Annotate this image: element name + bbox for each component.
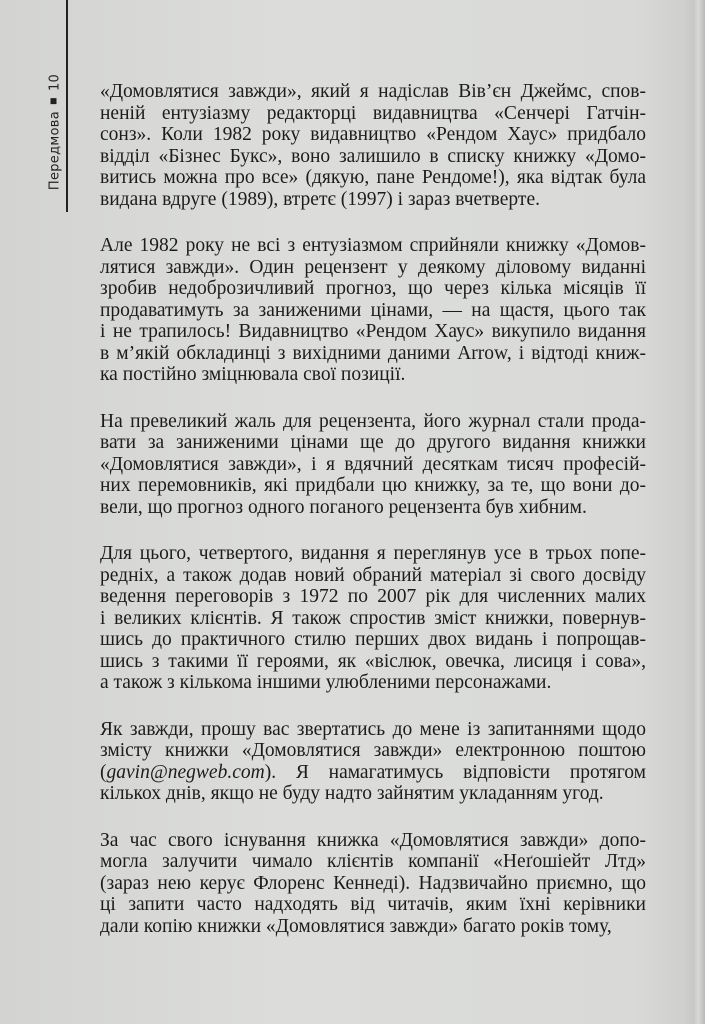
margin-rule [66, 0, 68, 212]
text-line [100, 762, 646, 784]
paragraph [100, 81, 646, 210]
text-fragment: ). Я намагатимусь відповісти протягом [264, 761, 646, 783]
page-number: 10 [47, 73, 63, 92]
text-line: неній ентузіазму редакторці видавництва «Сенчері Гатчін- [100, 102, 646, 124]
body-text [100, 81, 646, 962]
text-line: ведення переговорів з 1972 по 2007 рік для численних малих [100, 586, 646, 607]
text-line: них перемовників, які придбали цю книжку, за те, що вони до- [100, 475, 646, 496]
text-line: Але 1982 року не всі з ентузіазмом сприйняли книжку «Домов- [100, 235, 646, 256]
paren: ( [100, 761, 107, 783]
text-line: і не трапилось! Видавництво «Рендом Хаус» викупило видання [100, 321, 646, 342]
text-line: продаватимуть за заниженими цінами, — на щастя, цього так [100, 299, 646, 321]
text-line: шись з такими її героями, як «віслюк, овечка, лисиця і сова», [100, 650, 646, 672]
text-line: редніх, а також додав новий обраний матеріал зі свого досвіду [100, 564, 646, 586]
separator-square-icon [51, 98, 57, 104]
running-head [48, 74, 63, 190]
text-line: ці запити часто надходять від читачів, яким їхні керівники [100, 894, 646, 915]
text-line: ка постійно зміцнювала свої позиції. [100, 364, 406, 385]
paragraph [100, 830, 646, 938]
text-line: «Домовлятися завжди», і я вдячний десяткам тисяч професій- [100, 453, 646, 475]
email-link[interactable]: gavin@negweb.com [106, 761, 265, 783]
text-line: За час свого існування книжка «Домовлятися завжди» допо- [100, 829, 646, 851]
paragraph [100, 411, 646, 519]
text-line: а також з кількома іншими улюбленими персонажами. [100, 672, 552, 693]
text-line: сонз». Коли 1982 року видавництво «Рендом Хаус» придбало [100, 124, 646, 145]
text-line: Як завжди, прошу вас звертатись до мене із запитаннями щодо [100, 718, 646, 740]
text-line: витись можна про все» (дякую, пане Рендоме!), яка відтак була [100, 167, 646, 188]
text-line: вати за заниженими цінами ще до другого видання книжки [100, 432, 646, 453]
text-line: (зараз нею керує Флоренс Кеннеді). Надзвичайно приємно, що [100, 872, 646, 894]
text-line: кількох днів, якщо не буду надто зайнятим укладанням угод. [100, 783, 604, 804]
text-line: «Домовлятися завжди», який я надіслав Вів’єн Джеймс, спов- [100, 81, 646, 102]
text-line: в м’якій обкладинці з вихідними даними Arrow, і відтоді книж- [100, 342, 646, 364]
paragraph [100, 235, 646, 386]
text-line: змісту книжки «Домовлятися завжди» електронною поштою [100, 740, 646, 761]
section-title: Передмова [47, 111, 63, 191]
text-line: могла залучити чимало клієнтів компанії «Неґошіейт Лтд» [100, 851, 646, 872]
paragraph [100, 543, 646, 694]
text-line: відділ «Бізнес Букс», воно залишило в списку книжку «Домо- [100, 145, 646, 167]
text-line: дали копію книжки «Домовлятися завжди» багато років тому, [100, 915, 612, 937]
paragraph [100, 719, 646, 805]
text-line: На превеликий жаль для рецензента, його журнал стали прода- [100, 410, 646, 432]
text-line: вели, що прогноз одного поганого рецензента був хибним. [100, 496, 587, 518]
text-line: видана вдруге (1989), втретє (1997) і зараз вчетверте. [100, 188, 540, 210]
text-line: і великих клієнтів. Я також спростив зміст книжки, повернув- [100, 607, 646, 629]
text-line: шись до практичного стилю перших двох видань і попрощав- [100, 629, 646, 650]
text-line: лятися завжди». Один рецензент у деякому діловому виданні [100, 256, 646, 278]
page-edge [694, 0, 705, 1024]
text-line: Для цього, четвертого, видання я переглянув усе в трьох попе- [100, 543, 646, 564]
text-line: зробив недоброзичливий прогноз, що через кілька місяців її [100, 278, 646, 299]
